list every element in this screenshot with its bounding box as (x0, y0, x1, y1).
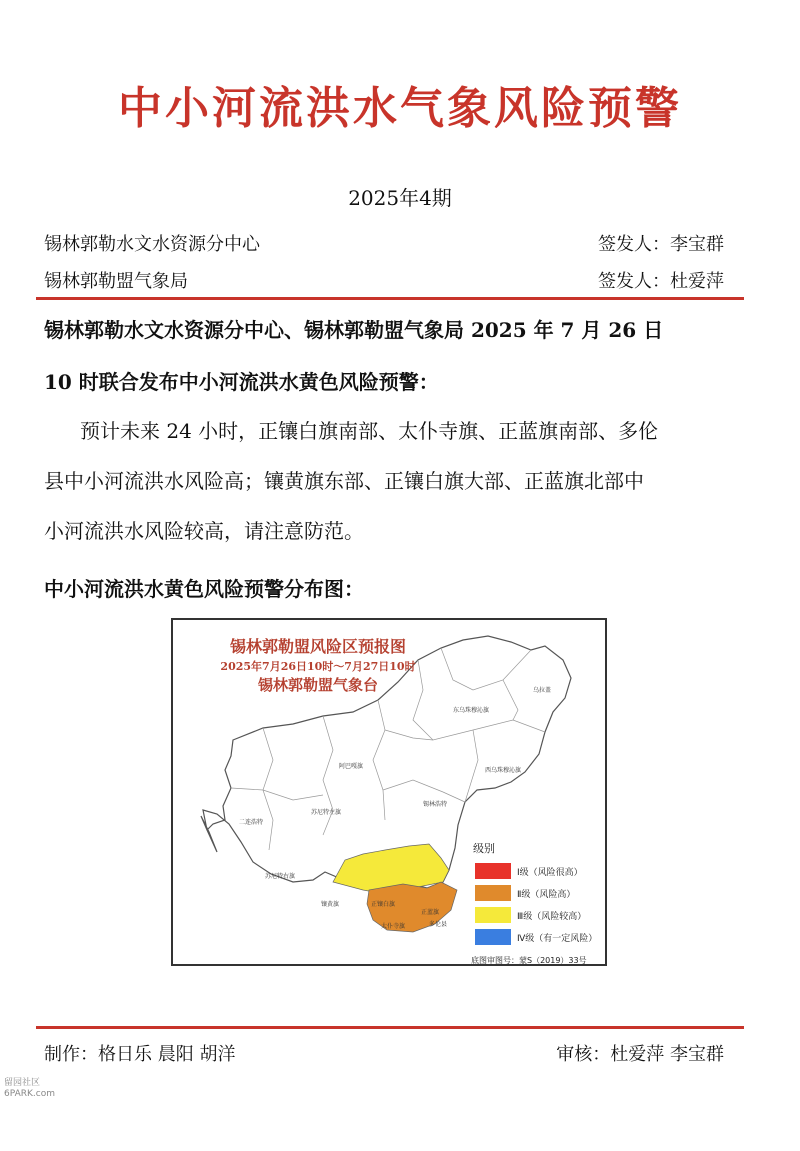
footer-divider (36, 1026, 744, 1029)
forecast-line-3: 小河流洪水风险较高，请注意防范。 (44, 519, 364, 543)
legend-label: Ⅱ级（风险高） (517, 890, 576, 900)
place-label: 锡林浩特 (423, 801, 448, 808)
legend-swatch (475, 929, 511, 945)
legend-item-level2 (465, 883, 603, 905)
issuer-org-2: 锡林郭勒盟气象局 (44, 271, 188, 292)
legend-map-approval-note: 底图审图号：蒙S（2019）33号 (471, 956, 587, 965)
watermark-line-2: 6PARK.com (4, 1089, 55, 1099)
intro-line-2: 10 时联合发布中小河流洪水黄色风险预警： (44, 370, 439, 394)
legend-swatch (475, 863, 511, 879)
legend-item-level4 (465, 927, 603, 949)
map-title: 锡林郭勒盟风险区预报图 (229, 637, 406, 656)
map-legend (465, 840, 603, 965)
legend-item-level1 (465, 861, 603, 883)
issuer-org-1: 锡林郭勒水文水资源分中心 (44, 234, 260, 255)
forecast-line-2: 县中小河流洪水风险高；镶黄旗东部、正镶白旗大部、正蓝旗北部中 (44, 469, 644, 493)
document-title: 中小河流洪水气象风险预警 (118, 83, 682, 134)
legend-swatch (475, 907, 511, 923)
reviewers: 审核：杜爱萍 李宝群 (556, 1044, 724, 1065)
map-period: 2025年7月26日10时～7月27日10时 (220, 660, 416, 673)
header-divider (36, 297, 744, 300)
place-label: 东乌珠穆沁旗 (453, 707, 490, 714)
legend-label: Ⅳ级（有一定风险） (517, 934, 598, 944)
place-label: 镶黄旗 (321, 901, 340, 908)
legend-label: Ⅰ级（风险很高） (517, 868, 583, 878)
legend-title: 级别 (473, 842, 495, 855)
site-watermark (4, 1078, 55, 1100)
map-heading: 中小河流洪水黄色风险预警分布图： (44, 577, 364, 601)
place-label: 乌拉盖 (533, 687, 552, 694)
risk-map (171, 618, 607, 966)
map-agency: 锡林郭勒盟气象台 (257, 676, 378, 694)
place-label: 西乌珠穆沁旗 (485, 767, 522, 774)
makers: 制作：格日乐 晨阳 胡洋 (44, 1044, 236, 1065)
place-label: 多伦县 (429, 921, 448, 928)
legend-swatch (475, 885, 511, 901)
place-label: 阿巴嘎旗 (339, 763, 364, 770)
place-label: 正镶白旗 (371, 901, 396, 908)
issuer-signer-2: 签发人：杜爱萍 (598, 271, 724, 292)
issue-number: 2025年4期 (348, 186, 452, 210)
intro-line-1: 锡林郭勒水文水资源分中心、锡林郭勒盟气象局 2025 年 7 月 26 日 (44, 318, 664, 342)
place-label: 苏尼特左旗 (311, 809, 342, 816)
issuer-signer-1: 签发人：李宝群 (598, 234, 724, 255)
place-label: 苏尼特右旗 (265, 873, 296, 880)
forecast-line-1: 预计未来 24 小时，正镶白旗南部、太仆寺旗、正蓝旗南部、多伦 (80, 419, 659, 443)
legend-label: Ⅲ级（风险较高） (517, 912, 587, 922)
place-label: 正蓝旗 (421, 909, 440, 916)
legend-item-level3 (465, 905, 603, 927)
place-label: 太仆寺旗 (381, 923, 406, 930)
watermark-line-1: 留园社区 (4, 1078, 41, 1088)
place-label: 二连浩特 (239, 819, 264, 826)
